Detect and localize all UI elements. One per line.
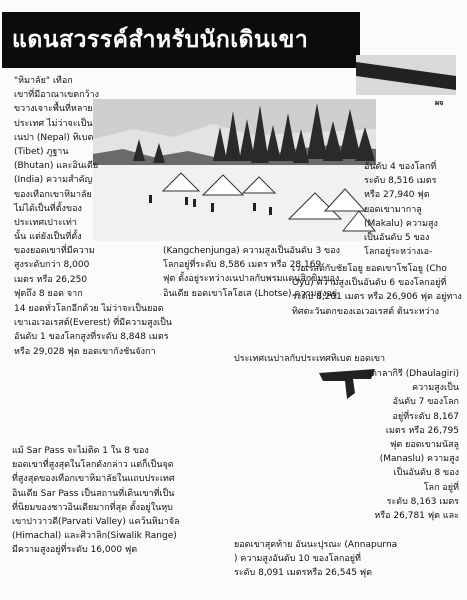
- text-line: ประเทศ ไม่ว่าจะเป็น: [14, 118, 93, 129]
- text-line: ฟุตถึง 8 ยอด จาก: [14, 288, 83, 299]
- text-line: อันดับ 1 ของโลกสูงที่ระดับ 8,848 เมตร: [14, 332, 169, 343]
- text-line: ที่สูงสุดของเทือกเขาหิมาลัยในแถบประเทศ: [12, 474, 175, 485]
- text-line: โลกอยู่ที่ระดับ 8,586 เมตร หรือ 28,169: [163, 260, 322, 271]
- text-line: (Kangchenjunga) ความสูงเป็นอันดับ 3 ของ: [163, 246, 340, 256]
- lower-column-head: [234, 352, 385, 366]
- text-line: สูงระดับกว่า 8,000: [14, 260, 90, 271]
- text-line: (Tibet) ภูฐาน: [14, 146, 69, 157]
- text-line: มีความสูงอยู่ที่ระดับ 16,000 ฟุต: [12, 545, 138, 556]
- text-line: ที่นิยมของชาวอินเดียมากที่สุด ตั้งอยู่ในหุบ: [12, 502, 173, 513]
- text-line: ระดับ 8,201 เมตร หรือ 26,906 ฟุต อยู่ทาง: [292, 292, 462, 303]
- text-line: นั้น แต่ยังเป็นที่ตั้ง: [14, 232, 82, 243]
- text-line: ยอดเขามากาลู: [364, 204, 422, 215]
- text-line: หรือ 26,781 ฟุต และ: [374, 510, 459, 521]
- lower-column-narrow: [368, 367, 459, 523]
- text-line: หรือ 27,940 ฟุต: [364, 190, 430, 201]
- text-line: ) ความสูงอันดับ 10 ของโลกอยู่ที่: [234, 554, 361, 565]
- text-line: เป็นอันดับ 8 ของ: [393, 468, 459, 479]
- text-line: ยอดเขาที่สูงสุดในโลกดังกล่าว แต่ก็เป็นจุด: [12, 460, 174, 471]
- lower-column-end: [12, 444, 179, 558]
- text-line: เขาเอเวอเรสต์(Everest) ที่มีความสูงเป็น: [14, 318, 172, 329]
- text-line: โลกอยู่ระหว่างเอ-: [364, 247, 433, 258]
- text-line: อันดับ 4 ของโลกที่: [364, 162, 437, 172]
- text-line: เขาที่มีอาณาเขตกว้าง: [14, 90, 100, 101]
- text-line: อยู่ที่ระดับ 8,167: [392, 411, 459, 422]
- text-line: (Makalu) ความสูง: [364, 218, 438, 229]
- text-line: ระดับ 8,163 เมตร: [386, 496, 459, 507]
- text-line: (Manaslu) ความสูง: [379, 454, 459, 465]
- text-line: เมตร หรือ 26,250: [14, 274, 88, 285]
- text-line: โลก อยู่ที่: [423, 482, 459, 493]
- text-line: เวอเรสต์กับชัยโอยู ยอดเขาโชโอยู (Cho: [292, 264, 447, 274]
- text-line: Oyu) ความสูงเป็นอันดับ 6 ของโลกอยู่ที่: [292, 278, 447, 289]
- text-line: ยอดเขาสุดท้าย อันนะปุรณะ (Annapurna: [234, 540, 398, 550]
- text-line: เขาปาวาวดี(Parvati Valley) แคว้นหิมาจัล: [12, 516, 180, 527]
- text-line: ฟุต ตั้งอยู่ระหว่างเนปาลกับพรมแดนสิกขิมของ: [163, 274, 340, 285]
- text-line: อินเดีย Sar Pass เป็นสถานที่เดินเขาที่เป็น: [12, 488, 175, 499]
- text-line: ระดับ 8,091 เมตรหรือ 26,545 ฟุต: [234, 568, 373, 579]
- text-line: เป็นอันดับ 5 ของ: [364, 232, 430, 243]
- corner-photo: [356, 55, 456, 95]
- text-line: (Himachal) และศิวาลิก(Siwalik Range): [12, 531, 177, 542]
- lower-column-full: [234, 538, 397, 581]
- text-line: ของเทือกเขาหิมาลัย: [14, 189, 92, 200]
- camp-photo-illustration: [93, 99, 376, 241]
- text-line: เดาลากิรี (Dhaulagiri): [368, 369, 459, 379]
- camp-photo: [93, 99, 376, 241]
- text-line: เมตร หรือ 26,795: [385, 425, 459, 436]
- span-block-a: [14, 302, 172, 359]
- text-line: "หิมาลัย" เทือก: [14, 76, 73, 86]
- left-column: [14, 74, 99, 301]
- headline: แดนสวรรค์สำหรับนักเดินเขา: [12, 27, 309, 53]
- text-line: ประเทศเนปาลกับประเทศทิเบต ยอดเขา: [234, 354, 386, 364]
- text-line: หรือ 29,028 ฟุต ยอดเขากังชันจังกา: [14, 346, 156, 357]
- text-line: ไม่ได้เป็นที่ตั้งของ: [14, 203, 82, 214]
- text-line: อินเดีย ยอดเขาโลโฮเส (Lhotse) ความสูงอยู่: [163, 288, 338, 299]
- text-line: ประเทศเปาะเท่า: [14, 217, 77, 228]
- text-line: เนปา (Nepal) ทิเบต: [14, 132, 94, 143]
- text-line: ความสูงเป็น: [412, 383, 459, 394]
- text-line: 14 ยอดทั่วโลกอีกด้วย ไม่ว่าจะเป็นยอด: [14, 304, 164, 314]
- text-line: (Bhutan) และอินเดีย: [14, 161, 99, 172]
- photo-credit: ผจ: [435, 99, 444, 107]
- text-line: ขวางเจาะพื้นที่หลาย: [14, 104, 93, 115]
- right-column: [364, 160, 438, 259]
- text-line: แม้ Sar Pass จะไม่ติด 1 ใน 8 ของ: [12, 446, 149, 456]
- text-line: ระดับ 8,516 เมตร: [364, 176, 437, 187]
- text-line: อันดับ 7 ของโลก: [392, 397, 459, 408]
- text-line: ของยอดเขาที่มีความ: [14, 246, 95, 257]
- headline-banner: [2, 12, 360, 68]
- text-line: (India) ความสำคัญ: [14, 175, 93, 186]
- span-block-c: [292, 262, 462, 319]
- text-line: ทิศตะวันตกของเอเวอเรสต์ ต้นระหว่าง: [292, 306, 440, 317]
- text-line: ฟุต ยอดเขามนัสลู: [390, 439, 459, 450]
